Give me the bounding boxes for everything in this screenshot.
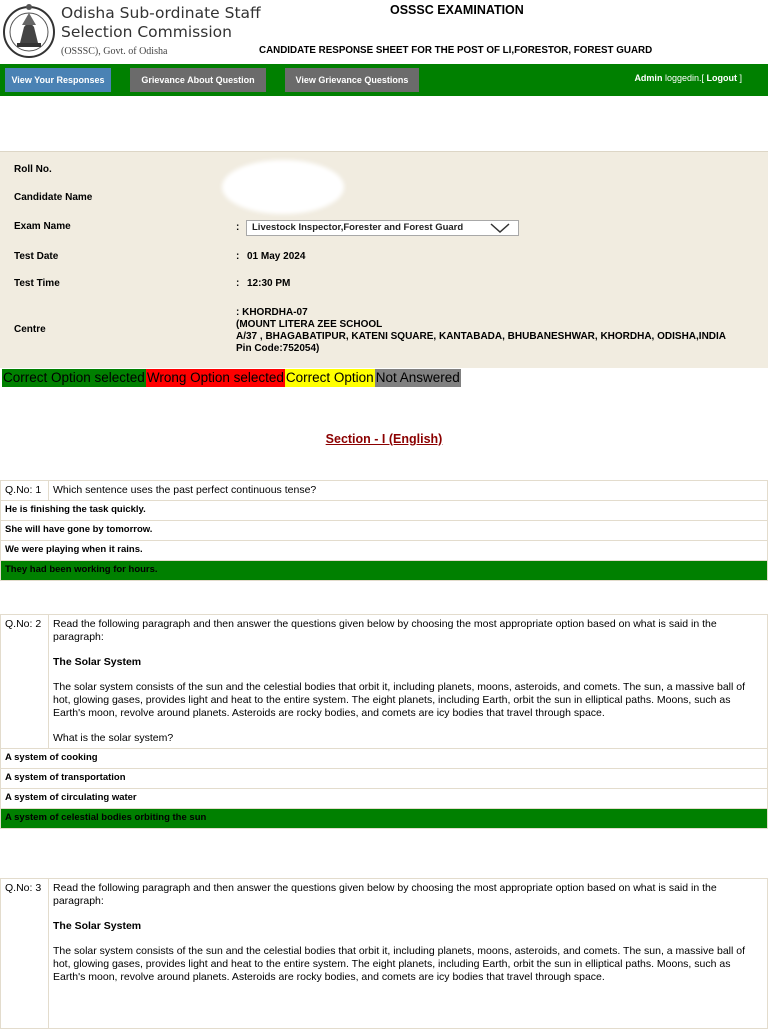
candidate-name-label: Candidate Name bbox=[14, 192, 93, 203]
option-text: We were playing when it rains. bbox=[1, 541, 768, 561]
test-time-colon: : bbox=[236, 278, 240, 289]
question-intro: Read the following paragraph and then answer the questions given below by choosing the most appropriate option based on what is said in the paragraph: bbox=[53, 618, 717, 643]
exam-name-colon: : bbox=[236, 222, 240, 233]
question-1-table bbox=[0, 480, 768, 581]
osssc-logo-emblem-icon bbox=[2, 1, 56, 61]
test-time-label: Test Time bbox=[14, 278, 60, 289]
view-responses-button[interactable]: View Your Responses bbox=[5, 68, 111, 92]
option-text: A system of celestial bodies orbiting the sun bbox=[1, 809, 768, 829]
section-title: Section - I (English) bbox=[325, 432, 443, 446]
option-row bbox=[1, 521, 768, 541]
option-row bbox=[1, 749, 768, 769]
sheet-title: CANDIDATE RESPONSE SHEET FOR THE POST OF LI,FORESTOR, FOREST GUARD bbox=[259, 45, 653, 56]
org-name-line2: Selection Commission bbox=[61, 23, 232, 41]
passage-title: The Solar System bbox=[53, 920, 142, 932]
legend-correct-selected: Correct Option selected bbox=[3, 370, 145, 385]
centre-name: (MOUNT LITERA ZEE SCHOOL bbox=[236, 319, 383, 330]
navigation-bar bbox=[0, 64, 768, 96]
test-date-colon: : bbox=[236, 251, 240, 262]
exam-name-value: Livestock Inspector,Forester and Forest Guard bbox=[252, 222, 464, 233]
question-text: What is the solar system? bbox=[53, 732, 174, 744]
passage-text: The solar system consists of the sun and the celestial bodies that orbit it, including planets, moons, asteroids, and comets. The sun, a massive ball of hot, glowing gases, provides light and heat to the entire system. The eight planets, including Earth, orbit the sun in elliptical paths. Moons, such as Earth's moon, revolve around planets. Asteroids are rocky bodies, and comets are icy bodies that travel through space. bbox=[53, 681, 746, 719]
exam-name-select[interactable] bbox=[246, 220, 519, 236]
question-intro: Read the following paragraph and then answer the questions given below by choosing the most appropriate option based on what is said in the paragraph: bbox=[53, 882, 717, 907]
option-row bbox=[1, 769, 768, 789]
option-text: A system of cooking bbox=[1, 749, 768, 769]
question-row bbox=[1, 615, 768, 749]
candidate-info-panel bbox=[0, 151, 768, 368]
chevron-down-icon bbox=[490, 223, 510, 233]
passage-text: The solar system consists of the sun and the celestial bodies that orbit it, including planets, moons, asteroids, and comets. The sun, a massive ball of hot, glowing gases, provides light and heat to the entire system. The eight planets, including Earth, orbit the sun in elliptical paths. Moons, such as Earth's moon, revolve around planets. Asteroids are rocky bodies, and comets are icy bodies that travel through space. bbox=[53, 945, 746, 983]
question-row bbox=[1, 481, 768, 501]
option-text: He is finishing the task quickly. bbox=[1, 501, 768, 521]
legend-not-answered: Not Answered bbox=[375, 370, 460, 385]
redacted-candidate-details bbox=[222, 160, 344, 214]
page-header bbox=[0, 0, 768, 64]
question-row bbox=[1, 879, 768, 1029]
question-number: Q.No: 3 bbox=[1, 879, 49, 1029]
org-name-line1: Odisha Sub-ordinate Staff bbox=[61, 4, 261, 22]
exam-title: OSSSC EXAMINATION bbox=[390, 3, 524, 17]
option-row bbox=[1, 501, 768, 521]
centre-label: Centre bbox=[14, 324, 46, 335]
question-body bbox=[49, 615, 768, 749]
bracket-close: ] bbox=[739, 73, 742, 83]
option-text: They had been working for hours. bbox=[1, 561, 768, 581]
question-3-table bbox=[0, 878, 768, 1029]
option-row-correct-selected bbox=[1, 809, 768, 829]
grievance-about-question-button[interactable]: Grievance About Question bbox=[130, 68, 266, 92]
question-body bbox=[49, 879, 768, 1029]
exam-name-label: Exam Name bbox=[14, 221, 71, 232]
test-date-label: Test Date bbox=[14, 251, 59, 262]
legend-correct-option: Correct Option bbox=[285, 370, 374, 385]
option-row-correct-selected bbox=[1, 561, 768, 581]
option-row bbox=[1, 541, 768, 561]
option-row bbox=[1, 789, 768, 809]
question-2-table bbox=[0, 614, 768, 829]
logout-link[interactable]: Logout bbox=[703, 73, 740, 83]
view-grievance-questions-button[interactable]: View Grievance Questions bbox=[285, 68, 419, 92]
centre-pincode: Pin Code:752054) bbox=[236, 343, 320, 354]
logged-in-text: loggedin.[ bbox=[662, 73, 704, 83]
option-text: A system of circulating water bbox=[1, 789, 768, 809]
admin-status bbox=[634, 73, 742, 83]
question-number: Q.No: 2 bbox=[1, 615, 49, 749]
test-time-value: 12:30 PM bbox=[247, 278, 291, 289]
test-date-value: 01 May 2024 bbox=[247, 251, 306, 262]
centre-address bbox=[236, 307, 726, 355]
centre-street: A/37 , BHAGABATIPUR, KATENI SQUARE, KANTABADA, BHUBANESHWAR, KHORDHA, ODISHA,INDIA bbox=[236, 331, 727, 342]
organization-name bbox=[61, 4, 261, 57]
org-subtitle: (OSSSC), Govt. of Odisha bbox=[61, 46, 168, 57]
question-text: Which sentence uses the past perfect continuous tense? bbox=[49, 481, 768, 501]
admin-name: Admin bbox=[634, 73, 663, 83]
passage-title: The Solar System bbox=[53, 656, 142, 668]
centre-code: : KHORDHA-07 bbox=[236, 307, 308, 318]
option-text: She will have gone by tomorrow. bbox=[1, 521, 768, 541]
roll-no-label: Roll No. bbox=[14, 164, 52, 175]
legend-wrong-selected: Wrong Option selected bbox=[146, 370, 284, 385]
answer-legend bbox=[2, 369, 461, 387]
option-text: A system of transportation bbox=[1, 769, 768, 789]
question-number: Q.No: 1 bbox=[1, 481, 49, 501]
